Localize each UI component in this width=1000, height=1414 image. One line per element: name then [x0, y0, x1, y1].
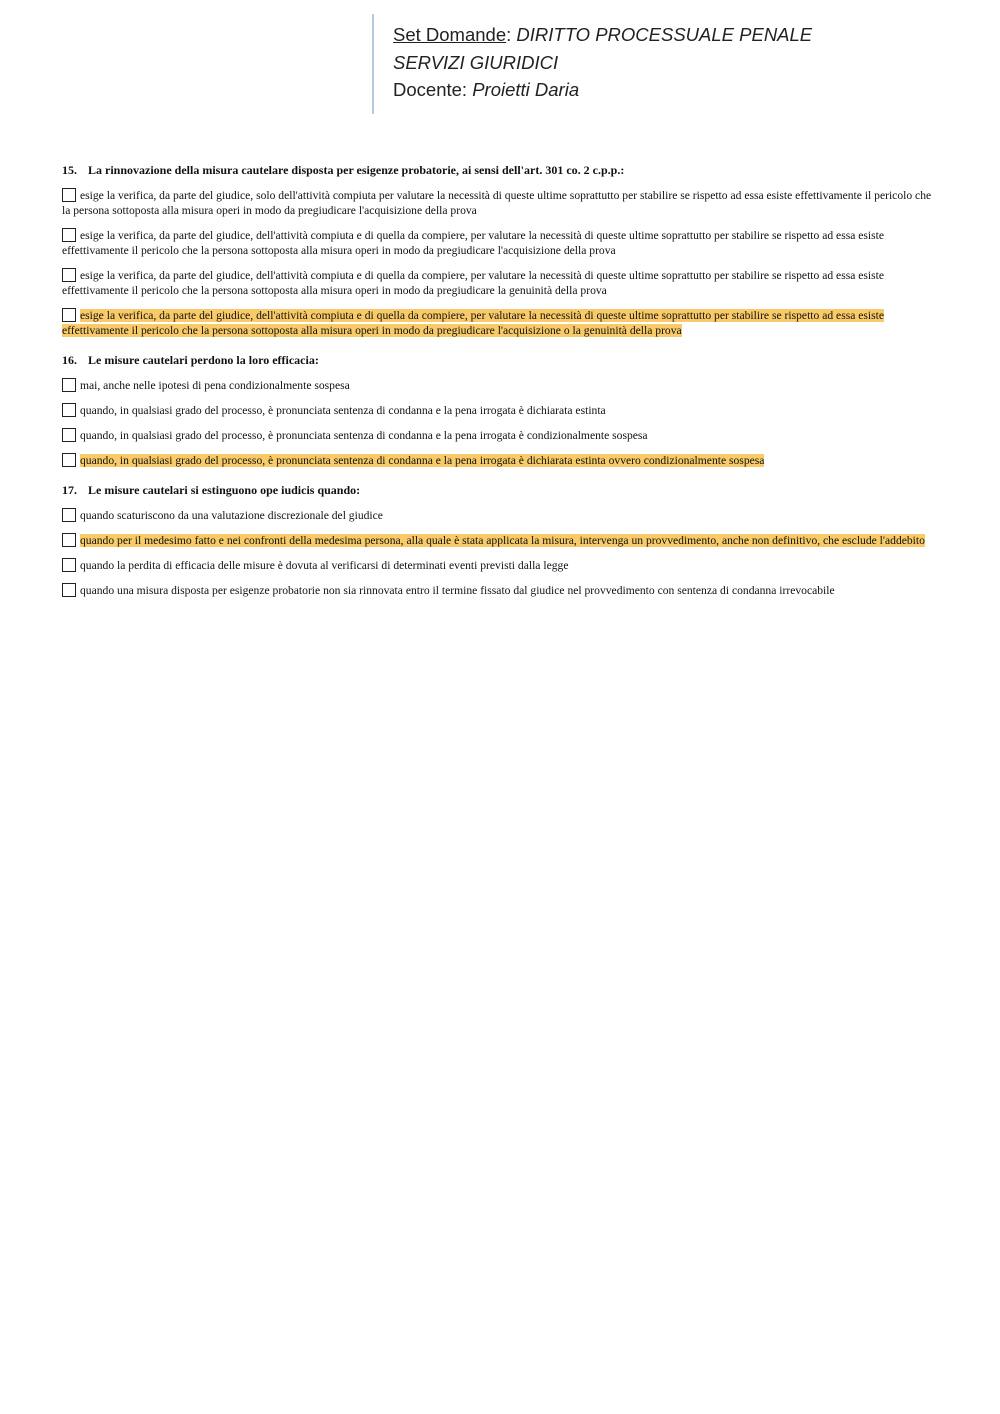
answer-text: quando, in qualsiasi grado del processo, è pronunciata sentenza di condanna e la pena irrogata è dichiarata estinta	[80, 404, 606, 417]
answer-text: esige la verifica, da parte del giudice, dell'attività compiuta e di quella da compiere, per valutare la necessità di queste ultime soprattutto per stabilire se rispetto ad essa esiste effettivamente il pericolo che la persona sottoposta alla misura operi in modo da pregiudicare l'acquisizione o la genuinità della prova	[62, 309, 885, 337]
document-header	[372, 14, 972, 114]
question-number: 15.	[62, 163, 77, 177]
question-title	[62, 162, 938, 178]
header-docente-line	[393, 76, 972, 104]
answer-text: esige la verifica, da parte del giudice, dell'attività compiuta e di quella da compiere, per valutare la necessità di queste ultime soprattutto per stabilire se rispetto ad essa esiste effettivamente il pericolo che la persona sottoposta alla misura operi in modo da pregiudicare l'acquisizione della prova	[62, 229, 885, 257]
question-title	[62, 482, 938, 498]
checkbox-icon[interactable]	[62, 228, 76, 242]
subject-line-1: DIRITTO PROCESSUALE PENALE	[516, 24, 813, 45]
checkbox-icon[interactable]	[62, 508, 76, 522]
header-subject-line-2	[393, 49, 972, 77]
answer-text: esige la verifica, da parte del giudice, dell'attività compiuta e di quella da compiere, per valutare la necessità di queste ultime soprattutto per stabilire se rispetto ad essa esiste effettivamente il pericolo che la persona sottoposta alla misura operi in modo da pregiudicare la genuinità della prova	[62, 269, 885, 297]
answer-text: quando, in qualsiasi grado del processo, è pronunciata sentenza di condanna e la pena irrogata è dichiarata estinta ovvero condizionalmente sospesa	[80, 454, 765, 467]
checkbox-icon[interactable]	[62, 428, 76, 442]
answer-text: quando per il medesimo fatto e nei confronti della medesima persona, alla quale è stata applicata la misura, intervenga un provvedimento, anche non definitivo, che esclude l'addebito	[80, 534, 925, 547]
answer-option[interactable]	[62, 378, 938, 393]
checkbox-icon[interactable]	[62, 533, 76, 547]
answer-text: quando una misura disposta per esigenze probatorie non sia rinnovata entro il termine fissato dal giudice nel provvedimento con sentenza di condanna irrevocabile	[80, 584, 835, 597]
checkbox-icon[interactable]	[62, 558, 76, 572]
set-label: Set Domande	[393, 24, 507, 45]
subject-line-2: SERVIZI GIURIDICI	[393, 51, 559, 73]
questions-list	[62, 162, 938, 608]
docente-name: Proietti Daria	[472, 79, 580, 100]
answer-text: quando la perdita di efficacia delle misure è dovuta al verificarsi di determinati eventi previsti dalla legge	[80, 559, 569, 572]
question-16	[62, 352, 938, 468]
answer-option[interactable]	[62, 558, 938, 573]
answer-option[interactable]	[62, 508, 938, 523]
answer-option[interactable]	[62, 453, 938, 468]
question-15	[62, 162, 938, 338]
checkbox-icon[interactable]	[62, 188, 76, 202]
answer-option[interactable]	[62, 403, 938, 418]
question-text: Le misure cautelari perdono la loro efficacia:	[88, 353, 319, 367]
answer-option[interactable]	[62, 308, 938, 338]
answer-option[interactable]	[62, 533, 938, 548]
answer-option[interactable]	[62, 228, 938, 258]
question-number: 17.	[62, 483, 77, 497]
answer-text: mai, anche nelle ipotesi di pena condizionalmente sospesa	[80, 379, 350, 392]
question-number: 16.	[62, 353, 77, 367]
answer-option[interactable]	[62, 428, 938, 443]
answer-text: quando scaturiscono da una valutazione discrezionale del giudice	[80, 509, 383, 522]
answer-option[interactable]	[62, 268, 938, 298]
answer-text: esige la verifica, da parte del giudice, solo dell'attività compiuta per valutare la necessità di queste ultime soprattutto per stabilire se rispetto ad essa esiste effettivamente il pericolo che la persona sottoposta alla misura operi in modo da pregiudicare l'acquisizione della prova	[62, 189, 932, 217]
checkbox-icon[interactable]	[62, 453, 76, 467]
question-text: Le misure cautelari si estinguono ope iudicis quando:	[88, 483, 361, 497]
checkbox-icon[interactable]	[62, 378, 76, 392]
answer-text: quando, in qualsiasi grado del processo, è pronunciata sentenza di condanna e la pena irrogata è condizionalmente sospesa	[80, 429, 648, 442]
checkbox-icon[interactable]	[62, 268, 76, 282]
checkbox-icon[interactable]	[62, 308, 76, 322]
answer-option[interactable]	[62, 583, 938, 598]
docente-label: Docente:	[393, 79, 468, 100]
header-set-line: Set Domande: DIRITTO PROCESSUALE PENALE	[393, 24, 813, 45]
checkbox-icon[interactable]	[62, 583, 76, 597]
question-17	[62, 482, 938, 598]
checkbox-icon[interactable]	[62, 403, 76, 417]
question-title	[62, 352, 938, 368]
answer-option[interactable]	[62, 188, 938, 218]
question-text: La rinnovazione della misura cautelare disposta per esigenze probatorie, ai sensi dell'art. 301 co. 2 c.p.p.:	[88, 163, 625, 177]
